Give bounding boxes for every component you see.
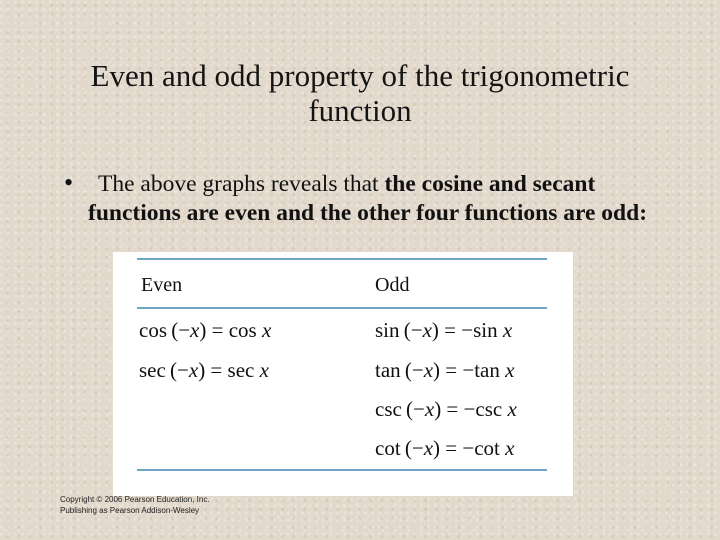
header-even: Even xyxy=(141,274,183,296)
bullet-text-bold: the cosine and secant functions are even and the other four functions are odd: xyxy=(88,171,648,226)
table-rule-header xyxy=(137,307,547,309)
table-rule-bottom xyxy=(137,469,547,471)
odd-identity-tan: tan (−x) = −tan x xyxy=(375,358,515,382)
bullet-dot: • xyxy=(64,168,74,197)
copyright-notice: Copyright © 2006 Pearson Education, Inc. Publishing as Pearson Addison-Wesley xyxy=(60,495,210,515)
bullet-text-lead: The above graphs reveals that xyxy=(98,171,385,197)
odd-identity-cot: cot (−x) = −cot x xyxy=(375,436,515,460)
bullet-text xyxy=(88,170,648,228)
slide-title: Even and odd property of the trigonometric function xyxy=(90,58,630,128)
odd-identity-sin: sin (−x) = −sin x xyxy=(375,318,513,342)
even-identity-sec: sec (−x) = sec x xyxy=(139,358,269,382)
table-rule-top xyxy=(137,258,547,260)
even-identity-cos: cos (−x) = cos x xyxy=(139,318,272,342)
header-odd: Odd xyxy=(375,274,410,296)
identities-table xyxy=(113,252,573,496)
odd-identity-csc: csc (−x) = −csc x xyxy=(375,397,517,421)
